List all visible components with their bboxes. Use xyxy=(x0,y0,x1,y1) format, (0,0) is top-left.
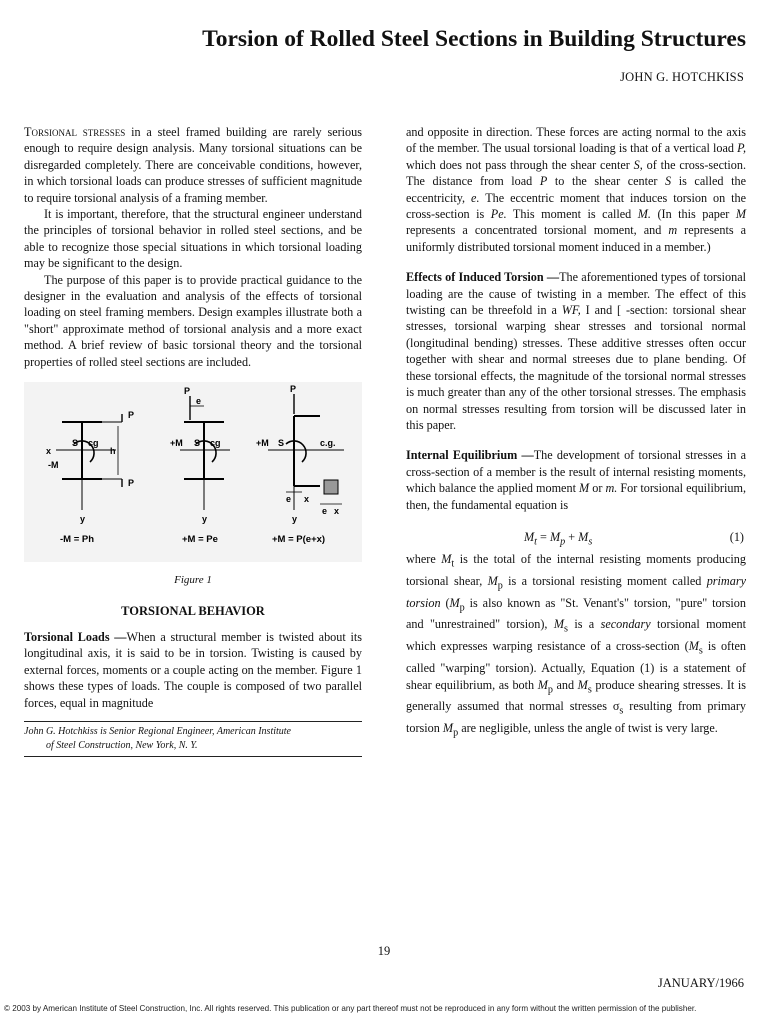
panel3-label-cg: c.g. xyxy=(320,438,336,449)
torsion-diagram xyxy=(24,382,362,562)
equation-1 xyxy=(406,525,746,551)
panel1-label-S: S xyxy=(72,438,79,449)
panel1-label-h: h xyxy=(110,446,116,457)
torsional-loads-paragraph: Torsional Loads —When a structural member is twisted about its longitudinal axis, it is said to be in torsion. Twisting is caused by external forces, moments or a couple acting on the member. Figure 1 shows these types of loads. The couple is composed of two parallel forces, equal in magnitude xyxy=(24,629,362,710)
effects-paragraph: Effects of Induced Torsion —The aforementioned types of torsional loading are the cause of twisting in a member. The effect of this twisting can be threefold in a WF, I and [ -section: torsional shear stresses, torsional warping shear stresses and torsional normal (longitudinal bending) stresses. These additive stresses often occur together with shear and normal streeses due to plane bending. Of these torsional effects, the magnitude of the torsional normal stresses is much greater than any of the other torsional stresses. The emphasis on normal stresses resulting from torsion will be discussed later in this paper. xyxy=(406,270,746,432)
panel3-label-S: S xyxy=(278,438,285,449)
panel3-equation: +M = P(e+x) xyxy=(272,534,326,546)
equation-number: (1) xyxy=(729,529,744,544)
panel2-label-e: e xyxy=(196,396,202,407)
left-column xyxy=(24,124,362,757)
equilibrium-heading: Internal Equilibrium xyxy=(406,448,518,463)
panel3-label-plusM: +M xyxy=(256,438,269,449)
panel1-label-P2: P xyxy=(128,478,135,489)
panel3-label-e2: e xyxy=(322,506,328,517)
panel1-label-x: x xyxy=(46,446,52,457)
effects-heading: Effects of Induced Torsion xyxy=(406,270,544,285)
section-heading: TORSIONAL BEHAVIOR xyxy=(121,603,265,618)
footnote-line-2: of Steel Construction, New York, N. Y. xyxy=(46,739,198,751)
panel-channel xyxy=(268,394,344,510)
panel2-label-y: y xyxy=(202,514,208,525)
panel2-label-cg: cg xyxy=(210,438,221,449)
intro-paragraph-1: Torsional stresses in a steel framed building are rarely serious enough to require design analysis. Many torsional situations can be disregarded completely. There are conceivable conditions, however, in which torsional loads can produce stresses of sufficient magnitude to require torsional analysis of a framing member. xyxy=(24,125,362,205)
panel-couple xyxy=(56,414,122,510)
author-name: JOHN G. HOTCHKISS xyxy=(620,70,744,84)
equilibrium-paragraph: Internal Equilibrium —The development of torsional stresses in a cross-section of a member is the result of internal resisting moments, which balance the applied moment M or m. For torsional equilibrium, then, the fundamental equation is xyxy=(406,448,746,512)
author-footnote xyxy=(24,721,362,757)
copyright-notice: © 2003 by American Institute of Steel Construction, Inc. All rights reserved. This publication or any part thereof must not be reproduced in any form without the written permission of the publisher. xyxy=(4,1004,697,1013)
page-number: 19 xyxy=(377,944,391,958)
equation-body: $M_t = M_p + M_s$ xyxy=(524,529,593,548)
paper-title: Torsion of Rolled Steel Sections in Building Structures xyxy=(202,26,746,52)
panel3-label-e: e xyxy=(286,494,292,505)
panel3-label-x2: x xyxy=(334,506,340,517)
panel3-label-P: P xyxy=(290,384,297,395)
panel-eccentric xyxy=(180,396,230,510)
panel1-label-minusM: -M xyxy=(48,460,59,471)
where-paragraph: where $M_t$ is the total of the internal resisting moments producing torsional shear, $M_p$ is a torsional resisting moment called primary torsion ($M_p$ is also known as "St. Venant's" torsion, "pure" torsion and "unrestrained" torsion), $M_s$ is a secondary torsional moment which expresses warping resistance of a cross-section ($M_s$ is often called "warping" torsion). Actually, Equation (1) is a statement of shear equilibrium, as both $M_p$ and $M_s$ produce shearing stresses. It is generally assumed that normal stresses $\sigma_s$ resulting from primary torsion $M_p$ are negligible, unless the angle of twist is very large. xyxy=(406,551,747,739)
figure-1 xyxy=(24,382,362,562)
intro-lead: Torsional stresses xyxy=(24,125,126,139)
figure-caption: Figure 1 xyxy=(174,574,212,587)
panel2-equation: +M = Pe xyxy=(182,534,218,546)
load-description-paragraph: and opposite in direction. These forces are acting normal to the axis of the member. The usual torsional loading is that of a vertical load P, which does not pass through the shear center S, of the cross-section. The distance from load P to the shear center S is called the eccentricity, e. The eccentric moment that induces torsion on the cross-section is Pe. This moment is called M. (In this paper M represents a concentrated torsional moment, and m represents a uniformly distributed torsional moment induced in a member.) xyxy=(406,125,747,254)
panel3-label-y: y xyxy=(292,514,298,525)
panel2-label-plusM: +M xyxy=(170,438,183,449)
footnote-line-1: John G. Hotchkiss is Senior Regional Engineer, American Institute xyxy=(24,725,291,737)
issue-date: JANUARY/1966 xyxy=(657,976,744,990)
intro-paragraph-2: It is important, therefore, that the structural engineer understand the principles of torsional behavior in rolled steel sections, and be able to recognize those special situations in which torsional loading may be significant to the design. xyxy=(24,207,362,271)
right-column xyxy=(406,124,746,742)
panel2-label-P: P xyxy=(184,386,191,397)
panel2-label-S: S xyxy=(194,438,201,449)
panel1-equation: -M = Ph xyxy=(60,534,95,546)
panel1-label-y: y xyxy=(80,514,86,525)
panel3-label-x: x xyxy=(304,494,310,505)
panel1-label-P: P xyxy=(128,410,135,421)
torsional-loads-heading: Torsional Loads xyxy=(24,629,110,644)
intro-paragraph-3: The purpose of this paper is to provide practical guidance to the designer in the evaluation and analysis of the effects of torsional loading on steel framing members. Design examples illustrate both a "short" approximate method of torsional analysis and a more exact method. A brief review of basic torsional theory and the torsional properties of rolled steel sections are included. xyxy=(24,272,362,369)
panel1-label-cg: cg xyxy=(88,438,99,449)
